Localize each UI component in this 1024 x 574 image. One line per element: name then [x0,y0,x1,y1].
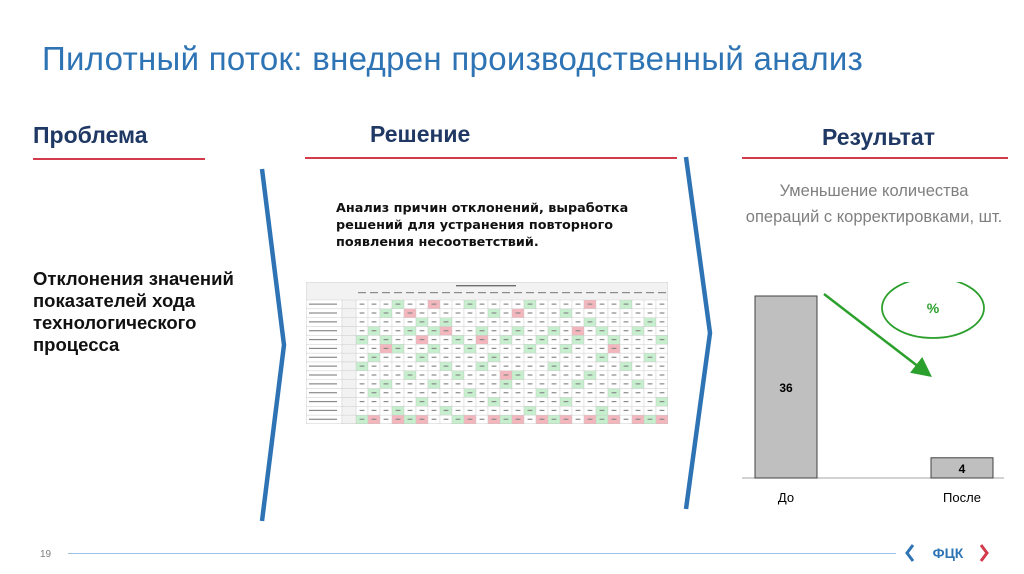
chevron-divider-right [676,153,720,515]
category-label: После [943,490,981,505]
bar-value-label: 4 [958,461,966,476]
bar-value-label: 36 [779,381,793,395]
slide-title: Пилотный поток: внедрен производственный анализ [42,40,864,77]
solution-underline [305,157,677,159]
company-logo [904,542,990,564]
page-number: 19 [40,549,52,560]
decrease-arrow [824,294,928,374]
spreadsheet-thumbnail [306,282,668,424]
category-label: До [777,490,795,505]
problem-text: Отклонения значений показателей хода технологического процесса [33,268,234,355]
percent-badge-text: % [926,300,940,316]
svg-text:ФЦК: ФЦК [932,545,964,561]
solution-text: Анализ причин отклонений, выработка решений для устранения повторного появления несоответствий. [336,201,629,250]
result-text: Уменьшение количества операций с корректировками, шт. [745,182,1003,226]
result-heading: Результат [822,124,935,150]
result-underline [742,157,1008,159]
problem-underline [33,158,205,160]
footer-line [68,553,896,554]
result-bar-chart [740,282,1010,512]
chevron-divider-left [254,165,294,527]
solution-heading: Решение [370,121,471,147]
problem-heading: Проблема [33,122,148,148]
